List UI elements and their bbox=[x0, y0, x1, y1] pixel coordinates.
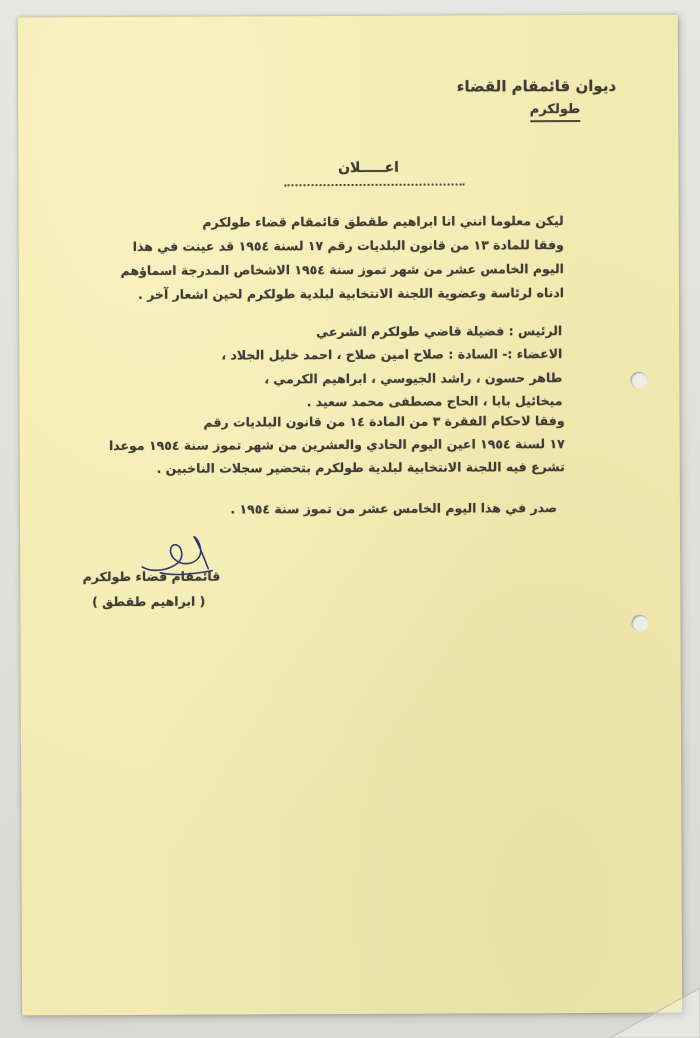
members-line: الاعضاء :- السادة : صلاح امين صلاح ، احمد خليل الجلاد ، bbox=[221, 346, 563, 363]
office-city: طولكرم bbox=[530, 102, 581, 122]
punch-hole bbox=[631, 615, 648, 632]
second-paragraph-line: وفقا لاحكام الفقرة ٣ من المادة ١٤ من قانون البلديات رقم bbox=[203, 413, 565, 430]
document-page bbox=[18, 15, 682, 1016]
issued-date-line: صدر في هذا اليوم الخامس عشر من تموز سنة ١٩٥٤ . bbox=[230, 500, 558, 517]
intro-line: ليكن معلوما انني انا ابراهيم طقطق قائمقام قضاء طولكرم bbox=[202, 213, 564, 230]
members-line: ميخائيل بابا ، الحاج مصطفى محمد سعيد . bbox=[306, 393, 563, 410]
intro-line: وفقا للمادة ١٣ من قانون البلديات رقم ١٧ لسنة ١٩٥٤ قد عينت في هذا bbox=[132, 237, 564, 254]
signature-name: ( ابراهيم طقطق ) bbox=[92, 593, 206, 610]
intro-line: ادناه لرئاسة وعضوية اللجنة الانتخابية لبلدية طولكرم لحين اشعار آخر . bbox=[138, 285, 565, 302]
second-paragraph-line: تشرع فيه اللجنة الانتخابية لبلدية طولكرم بتحضير سجلات الناخبين . bbox=[156, 459, 565, 476]
office-name: ديوان قائمقام القضاء bbox=[456, 76, 617, 96]
members-line: طاهر حسون ، راشد الجيوسي ، ابراهيم الكرمي ، bbox=[264, 370, 563, 387]
punch-hole bbox=[630, 372, 647, 389]
signature-title: قائمقام قضاء طولكرم bbox=[82, 568, 221, 585]
second-paragraph-line: ١٧ لسنة ١٩٥٤ اعين اليوم الحادي والعشرين من شهر تموز سنة ١٩٥٤ موعدا bbox=[108, 436, 565, 454]
members-line: الرئيس : فضيلة قاضي طولكرم الشرعي bbox=[316, 323, 563, 340]
document-title: اعـــــلان bbox=[338, 159, 399, 177]
intro-line: اليوم الخامس عشر من شهر تموز سنة ١٩٥٤ الاشخاص المدرجة اسماؤهم bbox=[120, 261, 564, 278]
plastic-sleeve-corner bbox=[600, 968, 700, 1038]
title-underline bbox=[285, 183, 465, 186]
